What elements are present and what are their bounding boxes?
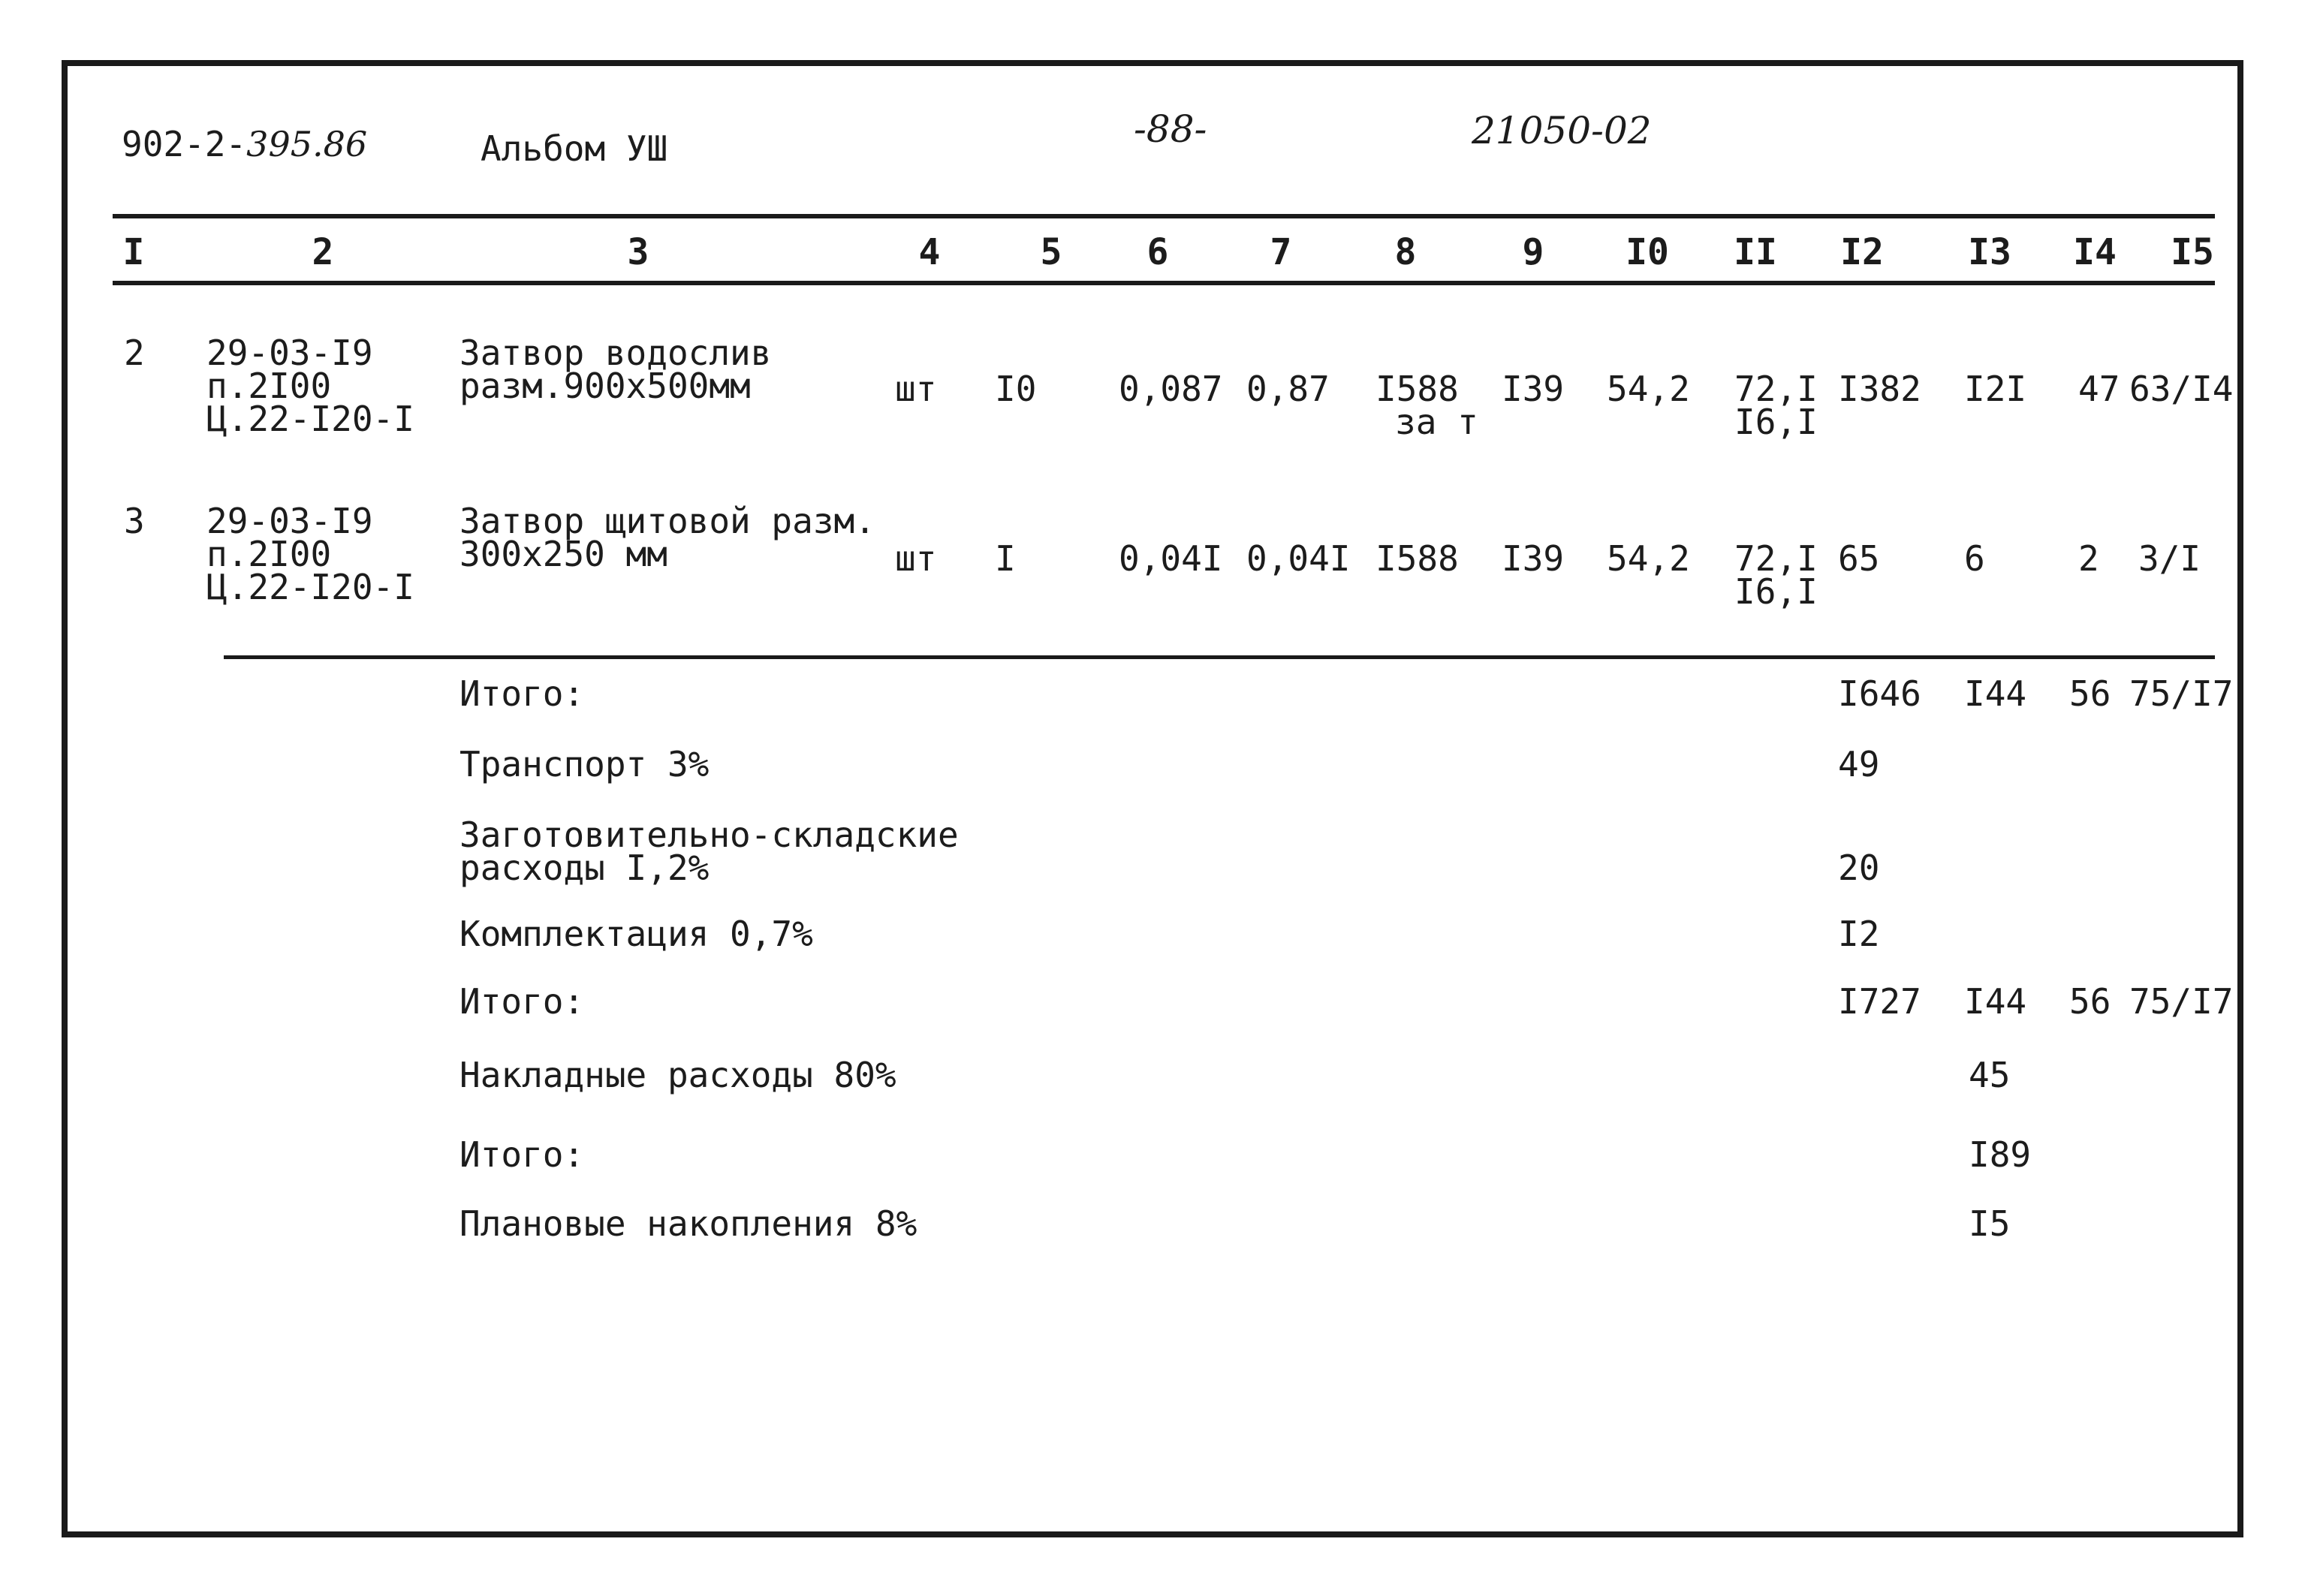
summary-cell-13: 45	[1969, 1055, 2011, 1095]
summary-label: Итого:	[459, 981, 585, 1022]
summary-cell-13: I44	[1964, 673, 2027, 714]
header-bottom-rule	[113, 281, 2215, 285]
summary-cell-12: 49	[1838, 744, 1880, 784]
cell-8: I588	[1375, 369, 1459, 409]
unit: шт	[895, 538, 937, 579]
item-name-line: Затвор щитовой разм.	[459, 501, 875, 541]
summary-cell-13: I89	[1969, 1134, 2032, 1175]
summary-label: Итого:	[459, 673, 585, 714]
cell-11-line: I6,I	[1734, 402, 1818, 442]
summary-cell-14: 56	[2069, 981, 2111, 1022]
summary-cell-12: I727	[1838, 981, 1921, 1022]
summary-cell-12: I646	[1838, 673, 1921, 714]
cell-9: I39	[1502, 369, 1565, 409]
cell-10: 54,2	[1607, 538, 1690, 579]
column-header: I0	[1626, 231, 1669, 273]
doc-number	[122, 124, 368, 164]
totals-separator-rule	[224, 655, 2215, 659]
cell-6: 0,04I	[1119, 538, 1223, 579]
page-bottom-rule	[62, 1531, 2243, 1536]
doc-prefix: 902-2-	[122, 124, 247, 164]
cell-15: 63/I4	[2129, 369, 2234, 409]
cell-15: 3/I	[2138, 538, 2201, 579]
column-header: 6	[1146, 231, 1169, 273]
summary-cell-12: 20	[1838, 848, 1880, 888]
cell-13: I2I	[1964, 369, 2027, 409]
summary-cell-15: 75/I7	[2129, 673, 2234, 714]
estimate-code: 21050-02	[1472, 109, 1652, 152]
summary-label: Транспорт 3%	[459, 744, 710, 784]
summary-label: Комплектация 0,7%	[459, 914, 813, 954]
column-header: I2	[1840, 231, 1884, 273]
cell-7: 0,04I	[1246, 538, 1351, 579]
column-header: I	[122, 231, 145, 273]
quantity: I	[995, 538, 1016, 579]
summary-cell-15: 75/I7	[2129, 981, 2234, 1022]
column-header: 7	[1270, 231, 1292, 273]
album-title: Альбом УШ	[481, 128, 668, 169]
cell-11-line: 72,I	[1734, 369, 1818, 409]
column-header: 5	[1040, 231, 1062, 273]
header-top-rule	[113, 214, 2215, 218]
cell-8: I588	[1375, 538, 1459, 579]
cell-14: 47	[2078, 369, 2120, 409]
cell-7: 0,87	[1246, 369, 1330, 409]
column-header: II	[1734, 231, 1777, 273]
code-line: п.2I00	[206, 366, 332, 406]
row-number: 3	[124, 501, 145, 541]
summary-cell-12: I2	[1838, 914, 1880, 954]
summary-label: Плановые накопления 8%	[459, 1203, 917, 1244]
code-line: 29-03-I9	[206, 333, 373, 373]
cell-13: 6	[1964, 538, 1985, 579]
quantity: I0	[995, 369, 1037, 409]
code-line: 29-03-I9	[206, 501, 373, 541]
item-name-line: Затвор водослив	[459, 333, 772, 373]
summary-label: Накладные расходы 80%	[459, 1055, 896, 1095]
column-header: 9	[1522, 231, 1544, 273]
item-name-line: 300х250 мм	[459, 534, 667, 574]
summary-cell-13: I5	[1969, 1203, 2011, 1244]
doc-number-handwritten: 395.86	[246, 124, 368, 164]
summary-label: Итого:	[459, 1134, 585, 1175]
code-line: Ц.22-I20-I	[206, 399, 414, 439]
page-number: -88-	[1134, 107, 1207, 151]
column-header: I5	[2171, 231, 2214, 273]
cell-9: I39	[1502, 538, 1565, 579]
summary-label: Заготовительно-складские расходы I,2%	[459, 815, 959, 888]
cell-8-note: за т	[1395, 402, 1478, 442]
column-header: 2	[312, 231, 334, 273]
column-header: 3	[627, 231, 649, 273]
unit: шт	[895, 369, 937, 409]
summary-cell-13: I44	[1964, 981, 2027, 1022]
cell-11-line: I6,I	[1734, 571, 1818, 612]
code-line: п.2I00	[206, 534, 332, 574]
cell-11-line: 72,I	[1734, 538, 1818, 579]
cell-12: 65	[1838, 538, 1880, 579]
column-header: 4	[918, 231, 941, 273]
row-number: 2	[124, 333, 145, 373]
code-line: Ц.22-I20-I	[206, 567, 414, 607]
column-header: 8	[1394, 231, 1417, 273]
column-header: I4	[2073, 231, 2117, 273]
summary-cell-14: 56	[2069, 673, 2111, 714]
cell-14: 2	[2078, 538, 2099, 579]
item-name-line: разм.900х500мм	[459, 366, 751, 406]
cell-10: 54,2	[1607, 369, 1690, 409]
column-header: I3	[1968, 231, 2011, 273]
cell-6: 0,087	[1119, 369, 1223, 409]
cell-12: I382	[1838, 369, 1921, 409]
